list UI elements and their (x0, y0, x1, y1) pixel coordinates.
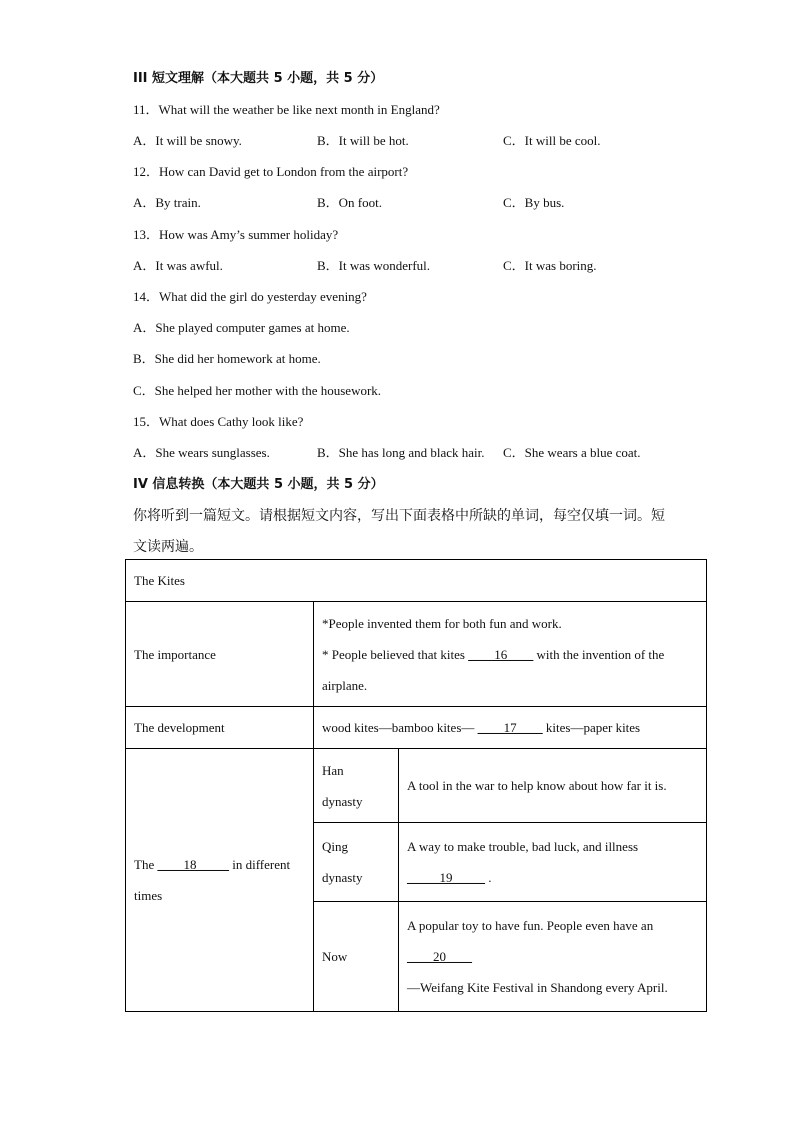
now-desc-line-1: A popular toy to have fun. People even have an (407, 918, 654, 933)
times-label-line-2: times (134, 888, 163, 903)
question-number: 13． (133, 227, 160, 242)
option-13-c[interactable]: C．It was boring. (503, 258, 597, 273)
now-desc (399, 902, 707, 1012)
question-text: What will the weather be like next month in England? (158, 102, 440, 117)
question-text: What does Cathy look like? (159, 414, 304, 429)
blank-17[interactable]: ____17____ (477, 720, 543, 735)
option-13-a[interactable]: A．It was awful. (133, 258, 223, 273)
option-14-a[interactable]: A．She played computer games at home. (133, 320, 350, 335)
development-text: wood kites—bamboo kites— (322, 720, 478, 735)
option-11-c[interactable]: C．It will be cool. (503, 133, 601, 148)
times-text: in different (228, 857, 291, 872)
table-row-title (126, 560, 707, 602)
question-number: 15． (133, 414, 160, 429)
blank-16[interactable]: ____16____ (468, 646, 534, 662)
qing-dynasty-desc (399, 823, 707, 902)
now-label: Now (314, 902, 399, 1012)
question-11 (133, 99, 440, 118)
question-14 (133, 286, 367, 305)
option-15-c[interactable]: C．She wears a blue coat. (503, 445, 641, 460)
table-title: The Kites (126, 560, 707, 602)
development-text: kites—paper kites (542, 720, 641, 735)
times-label (126, 749, 314, 1012)
section-4-heading: IV 信息转换（本大题共 5 小题，共 5 分） (133, 477, 384, 492)
importance-content (314, 602, 707, 707)
section-4-instruction-line-2: 文读两遍。 (133, 539, 203, 555)
qing-text: Qing (322, 839, 348, 854)
blank-18[interactable]: ____18_____ (157, 857, 229, 872)
now-desc-line-2 (407, 941, 698, 972)
han-dynasty-label (314, 749, 399, 823)
blank-19[interactable]: _____19_____ (407, 870, 485, 885)
option-13-b[interactable]: B．It was wonderful. (317, 258, 431, 273)
option-11-a[interactable]: A．It will be snowy. (133, 133, 242, 148)
question-15 (133, 411, 303, 430)
importance-text: * People believed that kites (322, 646, 469, 662)
option-15-a[interactable]: A．She wears sunglasses. (133, 445, 270, 460)
qing-desc-line-2 (407, 862, 698, 893)
times-label-line-1 (134, 849, 305, 880)
option-14-b[interactable]: B．She did her homework at home. (133, 351, 321, 366)
question-text: How was Amy’s summer holiday? (159, 227, 339, 242)
table-row-importance (126, 602, 707, 707)
option-12-b[interactable]: B．On foot. (317, 195, 383, 210)
han-text: dynasty (322, 793, 363, 809)
question-text: What did the girl do yesterday evening? (159, 289, 367, 304)
option-12-a[interactable]: A．By train. (133, 195, 201, 210)
question-12 (133, 161, 408, 180)
qing-dynasty-label (314, 823, 399, 902)
importance-line-1: *People invented them for both fun and work. (322, 615, 562, 631)
option-15-b[interactable]: B．She has long and black hair. (317, 445, 485, 460)
table-row-development (126, 707, 707, 749)
now-desc-line-3: —Weifang Kite Festival in Shandong every April. (407, 980, 668, 995)
times-text: The (134, 857, 158, 872)
question-number: 14． (133, 289, 160, 304)
importance-label: The importance (126, 602, 314, 707)
table-row-han (126, 749, 707, 823)
section-4-instruction-line-1: 你将听到一篇短文。请根据短文内容，写出下面表格中所缺的单词，每空仅填一词。短 (133, 508, 665, 524)
question-13 (133, 224, 338, 243)
section-3-heading: III 短文理解（本大题共 5 小题，共 5 分） (133, 71, 384, 86)
development-label: The development (126, 707, 314, 749)
han-dynasty-desc: A tool in the war to help know about how far it is. (399, 749, 707, 823)
qing-text: dynasty (322, 870, 363, 885)
option-14-c[interactable]: C．She helped her mother with the housework. (133, 383, 382, 398)
blank-20[interactable]: ____20____ (407, 949, 472, 964)
kites-table (125, 559, 707, 1012)
development-content (314, 707, 707, 749)
question-number: 12． (133, 164, 160, 179)
importance-line-3: airplane. (322, 677, 368, 693)
question-text: How can David get to London from the airport? (159, 164, 409, 179)
importance-line-2 (322, 639, 698, 670)
qing-desc-line-1: A way to make trouble, bad luck, and illness (407, 839, 639, 854)
qing-desc-text: . (485, 870, 492, 885)
option-12-c[interactable]: C．By bus. (503, 195, 565, 210)
importance-text: with the invention of the (533, 646, 665, 662)
question-number: 11． (133, 102, 159, 117)
han-text: Han (322, 762, 344, 778)
option-11-b[interactable]: B．It will be hot. (317, 133, 409, 148)
